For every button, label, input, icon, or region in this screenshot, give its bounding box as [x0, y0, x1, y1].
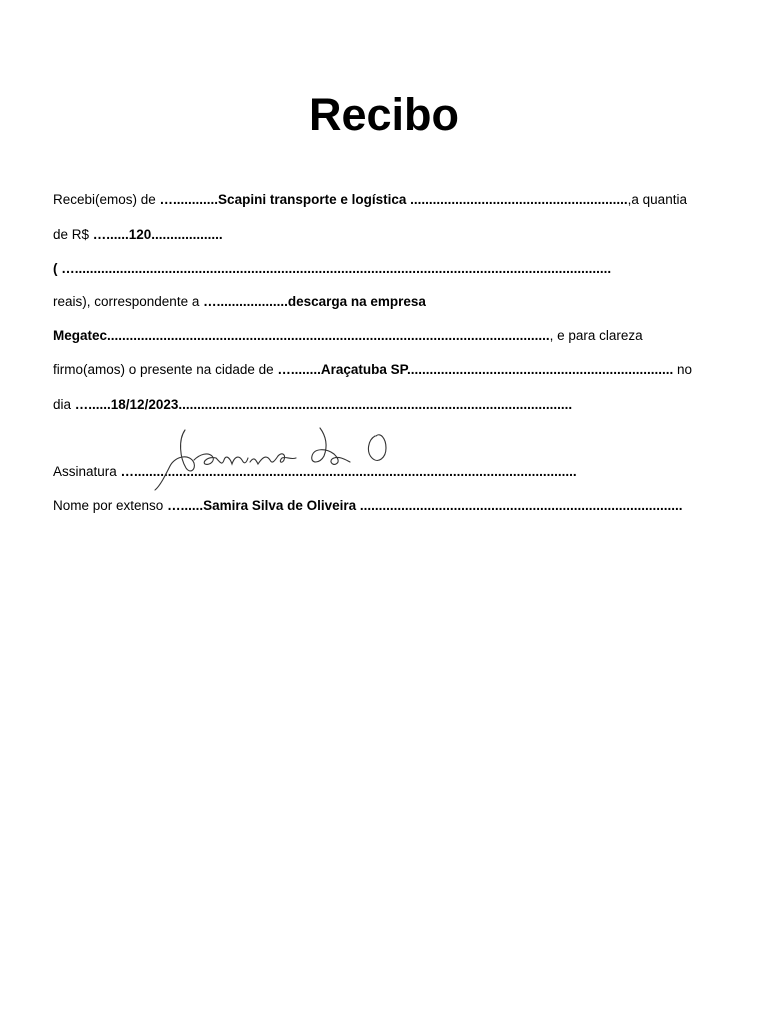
description-value: …...................descarga na empresa: [203, 294, 426, 309]
signature-dots: …......................................................................................................................: [120, 464, 577, 479]
date-dots: .........................................................................................................: [178, 397, 573, 412]
signature-label: Assinatura: [53, 464, 121, 479]
city-dots: .......................................................................: [406, 362, 674, 377]
amount-value: …......120...................: [92, 227, 223, 242]
name-line: [53, 497, 682, 515]
handwritten-signature: [150, 418, 400, 498]
city-prefix: firmo(amos) o presente na cidade de: [53, 362, 278, 377]
description-cont: Megatec: [53, 328, 108, 343]
payer-suffix: ,a quantia: [627, 192, 687, 207]
description-prefix: reais), correspondente a: [53, 294, 204, 309]
payer-line: [53, 191, 687, 209]
amount-words: ( …...............................................................................................................................................: [53, 261, 612, 276]
amount-prefix: de R$: [53, 227, 93, 242]
city-line: [53, 361, 692, 379]
city-value: …........Araçatuba SP: [277, 362, 407, 377]
payer-prefix: Recebi(emos) de: [53, 192, 160, 207]
description-line: [53, 293, 426, 311]
description-suffix: , e para clareza: [549, 328, 643, 343]
amount-line: [53, 226, 223, 244]
name-dots: ......................................................................................: [356, 498, 683, 513]
page-title: Recibo: [308, 89, 460, 140]
amount-words-line: [53, 260, 611, 278]
description-dots: ......................................................................................................................: [107, 328, 550, 343]
name-label: Nome por extenso: [53, 498, 168, 513]
date-prefix: dia: [53, 397, 75, 412]
description-cont-line: [53, 327, 643, 345]
date-value: …......18/12/2023: [74, 397, 179, 412]
date-line: [53, 396, 572, 414]
name-value: …......Samira Silva de Oliveira: [167, 498, 357, 513]
payer-name: …............Scapini transporte e logística ..........................................................: [159, 192, 628, 207]
city-suffix: no: [673, 362, 693, 377]
